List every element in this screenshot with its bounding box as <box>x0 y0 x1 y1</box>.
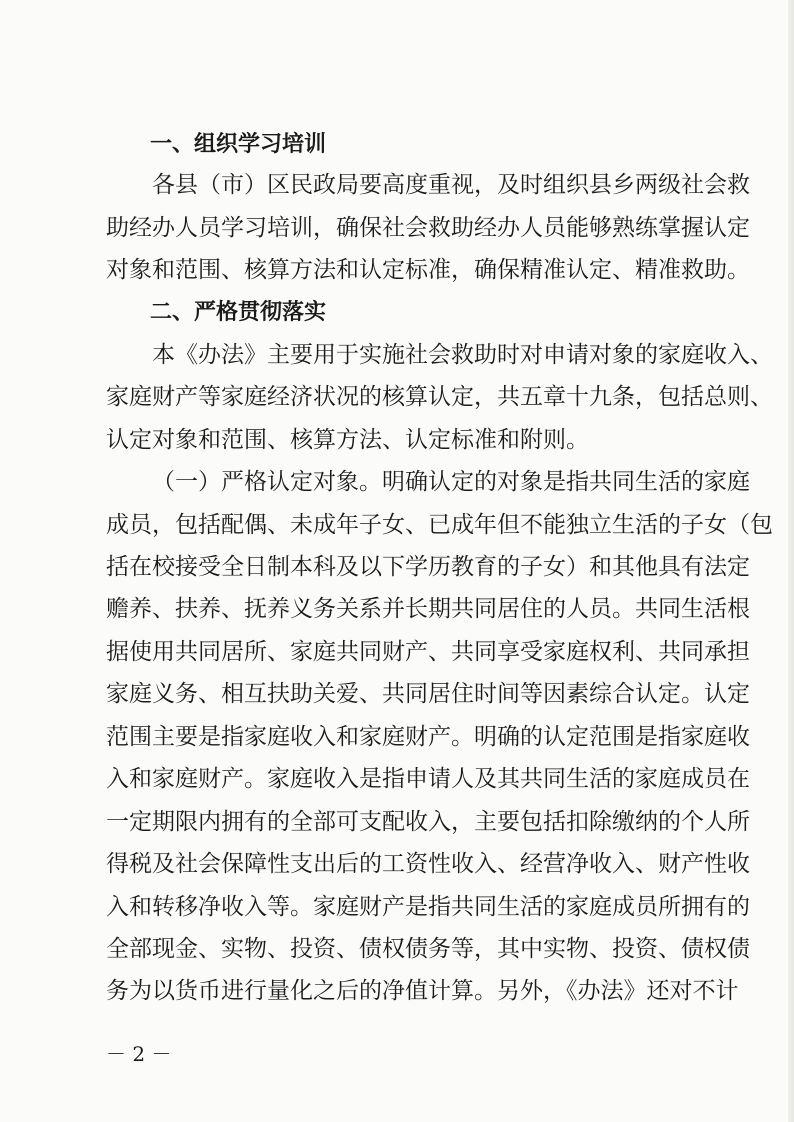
paragraph-1-line-2: 助经办人员学习培训，确保社会救助经办人员能够熟练掌握认定 <box>106 215 750 241</box>
paragraph-2-line-1: 本《办法》主要用于实施社会救助时对申请对象的家庭收入、 <box>152 342 773 368</box>
section-heading-2: 二、严格贯彻落实 <box>150 300 327 325</box>
paragraph-3-line-10: 得税及社会保障性支出后的工资性收入、经营净收入、财产性收 <box>106 851 750 877</box>
paragraph-2-line-2: 家庭财产等家庭经济状况的核算认定，共五章十九条，包括总则、 <box>106 384 773 410</box>
paragraph-3-line-9: 一定期限内拥有的全部可支配收入，主要包括扣除缴纳的个人所 <box>106 809 750 835</box>
paragraph-1-line-1: 各县（市）区民政局要高度重视，及时组织县乡两级社会救 <box>152 172 750 198</box>
paragraph-3-line-1: （一）严格认定对象。明确认定的对象是指共同生活的家庭 <box>152 469 750 495</box>
paragraph-1-line-3: 对象和范围、核算方法和认定标准，确保精准认定、精准救助。 <box>106 257 750 283</box>
paragraph-3-line-5: 据使用共同居所、家庭共同财产、共同享受家庭权利、共同承担 <box>106 639 750 665</box>
paragraph-3-line-6: 家庭义务、相互扶助关爱、共同居住时间等因素综合认定。认定 <box>106 681 750 707</box>
paragraph-3-line-4: 赡养、扶养、抚养义务关系并长期共同居住的人员。共同生活根 <box>106 596 750 622</box>
paragraph-3-line-2: 成员，包括配偶、未成年子女、已成年但不能独立生活的子女（包 <box>106 512 773 538</box>
paragraph-3-line-3: 括在校接受全日制本科及以下学历教育的子女）和其他具有法定 <box>106 554 750 580</box>
paragraph-3-line-12: 全部现金、实物、投资、债权债务等，其中实物、投资、债权债 <box>106 936 750 962</box>
section-heading-1: 一、组织学习培训 <box>150 132 327 157</box>
paragraph-3-line-11: 入和转移净收入等。家庭财产是指共同生活的家庭成员所拥有的 <box>106 894 750 920</box>
paragraph-2-line-3: 认定对象和范围、核算方法、认定标准和附则。 <box>106 427 589 453</box>
paragraph-3-line-7: 范围主要是指家庭收入和家庭财产。明确的认定范围是指家庭收 <box>106 724 750 750</box>
scan-edge-shadow <box>788 0 794 1122</box>
paragraph-3-line-8: 入和家庭财产。家庭收入是指申请人及其共同生活的家庭成员在 <box>106 766 750 792</box>
paragraph-3-line-13: 务为以货币进行量化之后的净值计算。另外，《办法》还对不计 <box>106 978 739 1004</box>
page-number: － 2 － <box>106 1042 172 1066</box>
